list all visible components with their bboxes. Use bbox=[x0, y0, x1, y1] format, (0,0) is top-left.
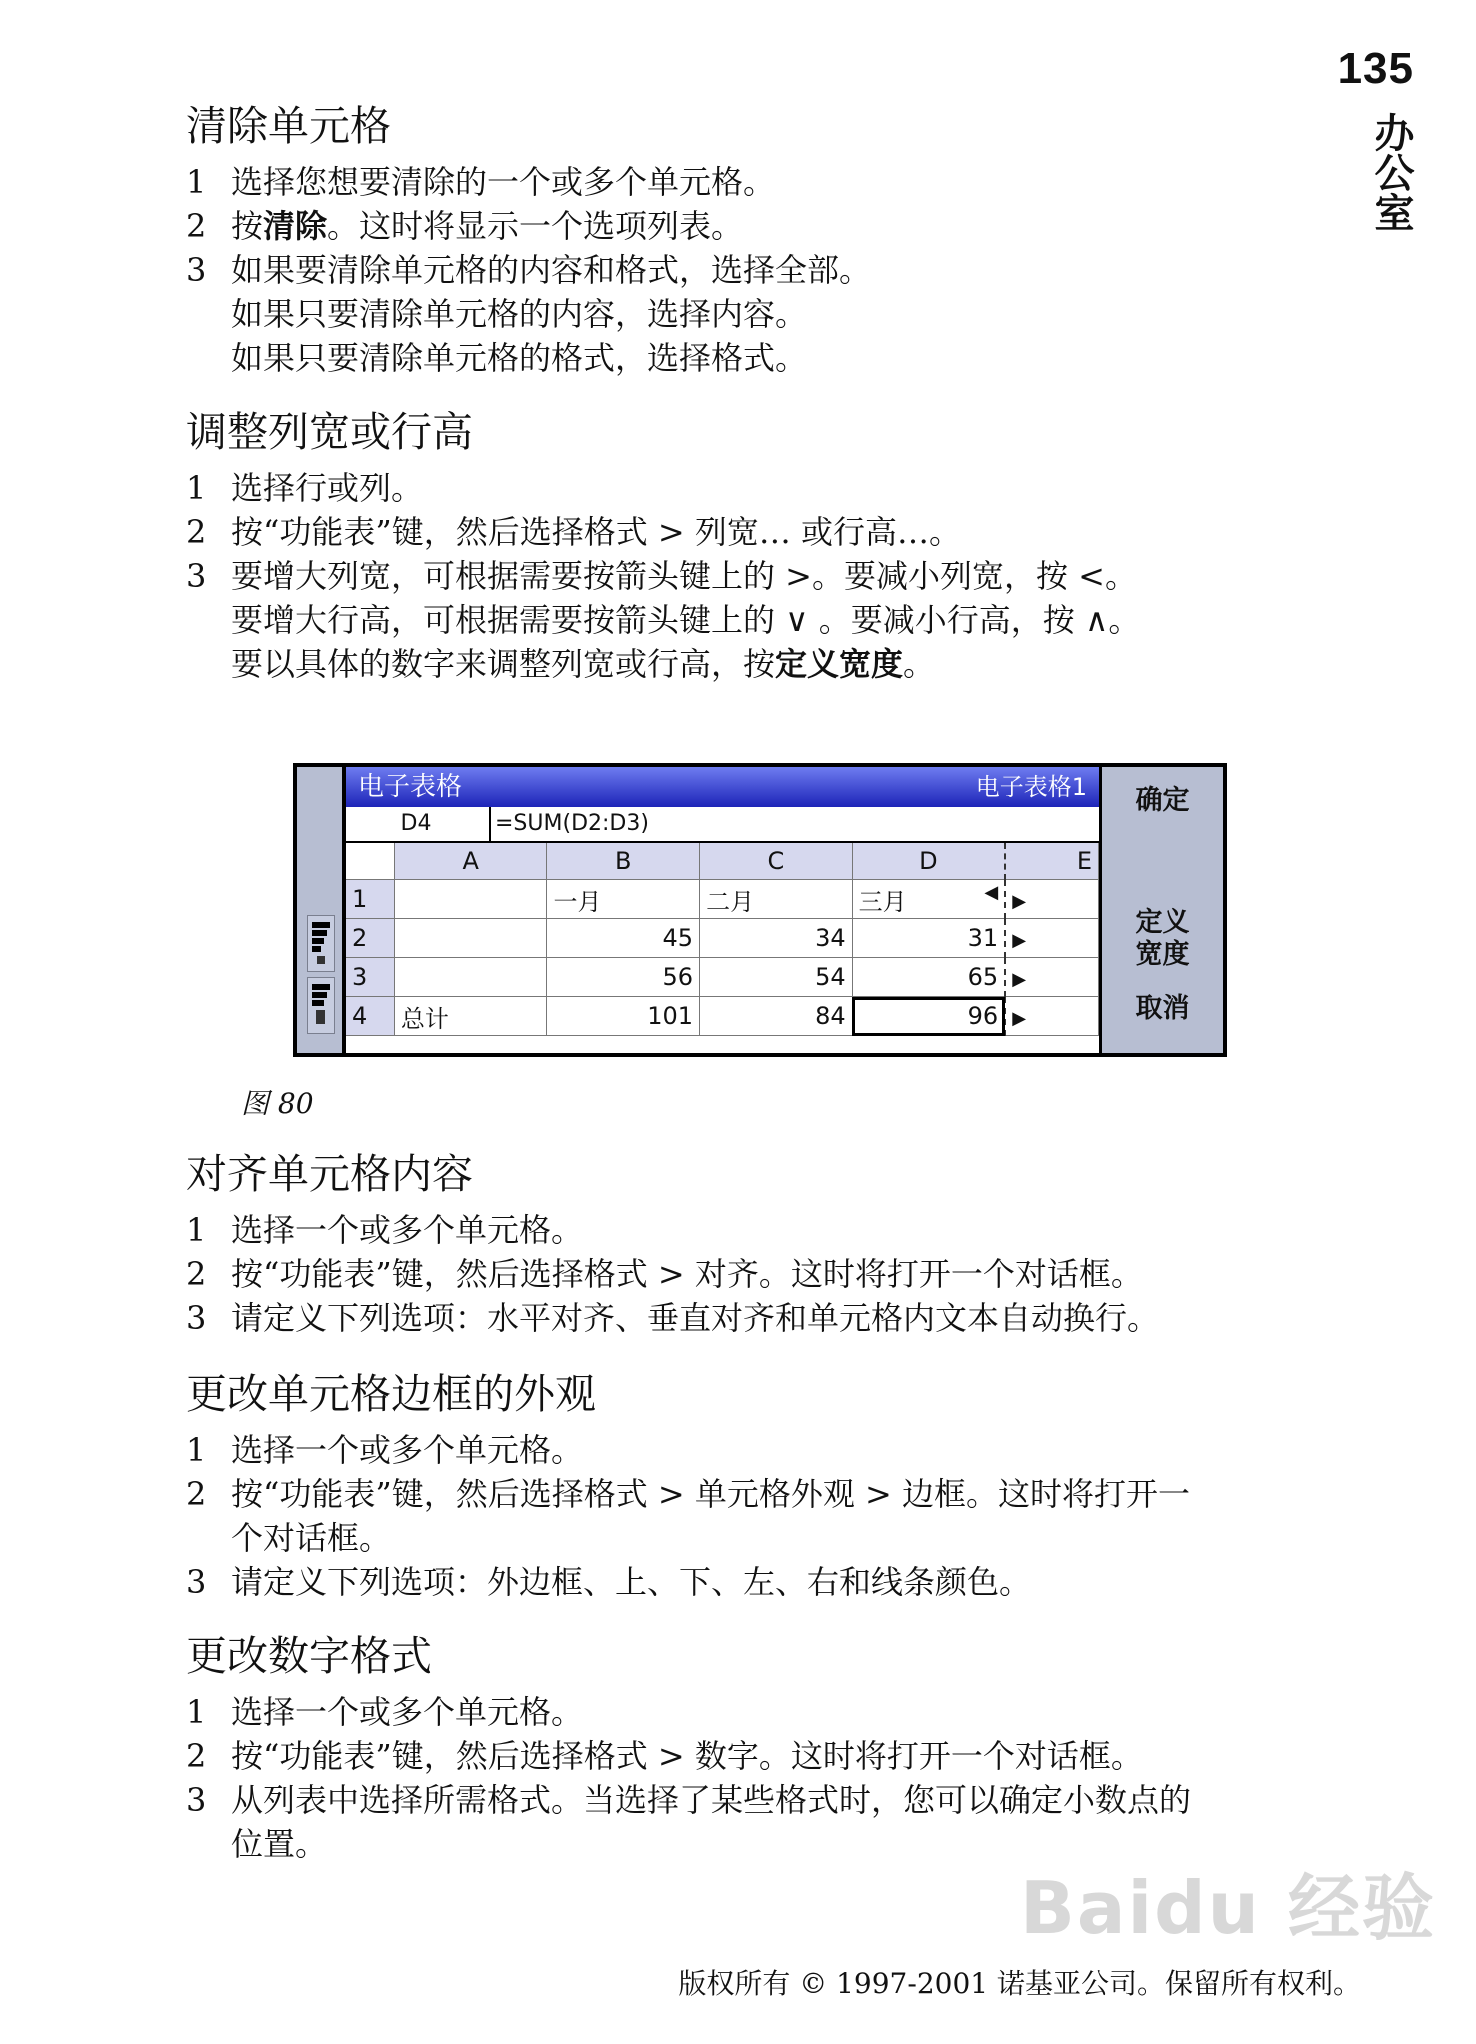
table-cell[interactable]: 一月 bbox=[547, 880, 700, 919]
step-text bbox=[231, 642, 1336, 686]
table-cell[interactable] bbox=[1005, 958, 1098, 997]
step-item bbox=[186, 1734, 1336, 1778]
step-item bbox=[186, 204, 1336, 248]
formula-input[interactable]: =SUM(D2:D3) bbox=[489, 807, 649, 841]
table-cell[interactable] bbox=[394, 880, 547, 919]
softkey-bar bbox=[1102, 767, 1223, 1053]
status-bar bbox=[297, 767, 342, 1053]
table-cell[interactable]: 二月 bbox=[700, 880, 853, 919]
table-cell[interactable]: 56 bbox=[547, 958, 700, 997]
table-cell[interactable] bbox=[394, 919, 547, 958]
step-text: 要增大行高，可根据需要按箭头键上的 ∨ 。要减小行高，按 ∧。 bbox=[231, 601, 1141, 639]
spreadsheet-window bbox=[346, 767, 1099, 1053]
step-text-part: 。这时将显示一个选项列表。 bbox=[327, 207, 744, 245]
row-header[interactable]: 1 bbox=[346, 880, 394, 919]
column-header[interactable]: A bbox=[394, 843, 547, 880]
step-number: 1 bbox=[186, 163, 207, 201]
table-cell[interactable]: 84 bbox=[700, 997, 853, 1036]
resize-right-arrow-icon: ▶ bbox=[1012, 969, 1027, 990]
step-item bbox=[186, 1560, 1336, 1604]
step-text: 按“功能表”键，然后选择格式 > 单元格外观 > 边框。这时将打开一 bbox=[231, 1475, 1191, 1513]
table-row bbox=[346, 880, 1099, 919]
step-text: 请定义下列选项：外边框、上、下、左、右和线条颜色。 bbox=[231, 1563, 1032, 1601]
step-text: 选择行或列。 bbox=[231, 469, 424, 507]
softkey-name: 定义宽度 bbox=[775, 645, 904, 683]
table-cell[interactable]: 总计 bbox=[394, 997, 547, 1036]
softkey-name: 清除 bbox=[263, 207, 328, 245]
copyright-footer: 版权所有 © 1997-2001 诺基亚公司。保留所有权利。 bbox=[678, 1967, 1361, 2000]
section-number-format bbox=[186, 1630, 1336, 1866]
step-number: 1 bbox=[186, 1431, 207, 1469]
step-number: 1 bbox=[186, 469, 207, 507]
table-row bbox=[346, 958, 1099, 997]
table-cell[interactable]: 54 bbox=[700, 958, 853, 997]
step-number: 3 bbox=[186, 1299, 207, 1337]
resize-right-arrow-icon: ▶ bbox=[1012, 891, 1027, 912]
step-text: 按“功能表”键，然后选择格式 > 列宽… 或行高…。 bbox=[231, 513, 962, 551]
step-text: 选择一个或多个单元格。 bbox=[231, 1431, 584, 1469]
section-resize bbox=[186, 406, 1336, 686]
page-number: 135 bbox=[1337, 44, 1414, 93]
battery-level-icon bbox=[307, 977, 335, 1034]
title-bar bbox=[346, 767, 1099, 807]
section-title: 更改单元格边框的外观 bbox=[186, 1370, 596, 1418]
step-text bbox=[231, 204, 1336, 248]
step-item bbox=[186, 248, 1336, 380]
table-cell[interactable] bbox=[1005, 880, 1098, 919]
table-cell[interactable]: 31 bbox=[852, 919, 1005, 958]
figure-caption: 图 80 bbox=[241, 1087, 314, 1120]
section-title: 更改数字格式 bbox=[186, 1632, 432, 1680]
table-cell[interactable] bbox=[394, 958, 547, 997]
formula-bar bbox=[346, 807, 1099, 843]
section-title: 对齐单元格内容 bbox=[186, 1150, 473, 1198]
step-number: 2 bbox=[186, 1255, 207, 1293]
spreadsheet-grid bbox=[346, 843, 1099, 1036]
step-item bbox=[186, 1296, 1336, 1340]
column-header[interactable]: B bbox=[547, 843, 700, 880]
ok-softkey[interactable]: 确定 bbox=[1135, 785, 1190, 816]
step-number: 3 bbox=[186, 1781, 207, 1819]
softkey-label: 宽度 bbox=[1135, 939, 1190, 970]
row-header[interactable]: 2 bbox=[346, 919, 394, 958]
cell-reference: D4 bbox=[400, 811, 432, 836]
document-title: 电子表格1 bbox=[975, 773, 1087, 801]
step-text: 要增大列宽，可根据需要按箭头键上的 >。要减小列宽，按 <。 bbox=[231, 557, 1137, 595]
chapter-tab bbox=[1368, 112, 1414, 242]
step-item bbox=[186, 554, 1336, 686]
column-header-row bbox=[346, 843, 1099, 880]
step-number: 3 bbox=[186, 1563, 207, 1601]
softkey-label: 定义 bbox=[1135, 907, 1190, 938]
step-text: 如果要清除单元格的内容和格式，选择全部。 bbox=[231, 251, 872, 289]
step-text: 请定义下列选项：水平对齐、垂直对齐和单元格内文本自动换行。 bbox=[231, 1299, 1160, 1337]
step-text: 按“功能表”键，然后选择格式 > 数字。这时将打开一个对话框。 bbox=[231, 1737, 1143, 1775]
section-align bbox=[186, 1148, 1336, 1340]
app-title: 电子表格 bbox=[358, 772, 463, 802]
cancel-softkey[interactable]: 取消 bbox=[1135, 993, 1190, 1024]
step-item bbox=[186, 160, 1336, 204]
step-text: 如果只要清除单元格的内容，选择内容。 bbox=[231, 295, 808, 333]
step-text: 选择您想要清除的一个或多个单元格。 bbox=[231, 163, 776, 201]
step-item bbox=[186, 1208, 1336, 1252]
signal-strength-icon bbox=[307, 915, 335, 972]
column-header[interactable]: C bbox=[700, 843, 853, 880]
section-title: 调整列宽或行高 bbox=[186, 408, 473, 456]
step-item bbox=[186, 466, 1336, 510]
table-cell[interactable]: 101 bbox=[547, 997, 700, 1036]
resize-right-arrow-icon: ▶ bbox=[1012, 1008, 1027, 1029]
table-row bbox=[346, 997, 1099, 1036]
watermark-logo: Baidu 经验 bbox=[1019, 1866, 1436, 1950]
column-header[interactable]: E bbox=[1005, 843, 1098, 880]
define-width-softkey[interactable] bbox=[1102, 907, 1223, 971]
step-item bbox=[186, 1428, 1336, 1472]
step-text-part: 。 bbox=[903, 645, 936, 683]
step-text: 如果只要清除单元格的格式，选择格式。 bbox=[231, 339, 808, 377]
step-text: 个对话框。 bbox=[231, 1519, 392, 1557]
corner-cell bbox=[346, 843, 394, 880]
table-cell[interactable]: 34 bbox=[700, 919, 853, 958]
row-header[interactable]: 4 bbox=[346, 997, 394, 1036]
chapter-tab-label: 办公室 bbox=[1368, 112, 1414, 232]
selected-cell[interactable]: 96 bbox=[852, 997, 1005, 1036]
step-text-part: 按 bbox=[231, 207, 264, 245]
step-text: 选择一个或多个单元格。 bbox=[231, 1693, 584, 1731]
step-number: 2 bbox=[186, 513, 207, 551]
step-text: 选择一个或多个单元格。 bbox=[231, 1211, 584, 1249]
step-text-part: 要以具体的数字来调整列宽或行高，按 bbox=[231, 645, 776, 683]
step-text: 位置。 bbox=[231, 1825, 328, 1863]
step-item bbox=[186, 510, 1336, 554]
section-clear-cells bbox=[186, 100, 1336, 380]
step-number: 3 bbox=[186, 251, 207, 289]
step-number: 1 bbox=[186, 1211, 207, 1249]
table-cell[interactable]: 45 bbox=[547, 919, 700, 958]
step-text: 从列表中选择所需格式。当选择了某些格式时，您可以确定小数点的 bbox=[231, 1781, 1192, 1819]
spreadsheet-screenshot bbox=[293, 763, 1227, 1057]
step-item bbox=[186, 1690, 1336, 1734]
step-number: 3 bbox=[186, 557, 207, 595]
step-number: 2 bbox=[186, 207, 207, 245]
step-number: 1 bbox=[186, 1693, 207, 1731]
step-text: 按“功能表”键，然后选择格式 > 对齐。这时将打开一个对话框。 bbox=[231, 1255, 1143, 1293]
table-cell[interactable] bbox=[1005, 997, 1098, 1036]
table-cell[interactable]: 65 bbox=[852, 958, 1005, 997]
step-item bbox=[186, 1252, 1336, 1296]
table-row bbox=[346, 919, 1099, 958]
column-header[interactable]: D bbox=[852, 843, 1005, 880]
table-cell[interactable] bbox=[1005, 919, 1098, 958]
step-number: 2 bbox=[186, 1737, 207, 1775]
row-header[interactable]: 3 bbox=[346, 958, 394, 997]
section-border bbox=[186, 1368, 1336, 1604]
section-title: 清除单元格 bbox=[186, 102, 391, 150]
cell-value: 三月 bbox=[858, 887, 907, 916]
step-number: 2 bbox=[186, 1475, 207, 1513]
resize-left-arrow-icon: ◀ bbox=[984, 881, 999, 903]
step-item bbox=[186, 1472, 1336, 1560]
resize-right-arrow-icon: ▶ bbox=[1012, 930, 1027, 951]
table-cell[interactable] bbox=[852, 880, 1005, 919]
